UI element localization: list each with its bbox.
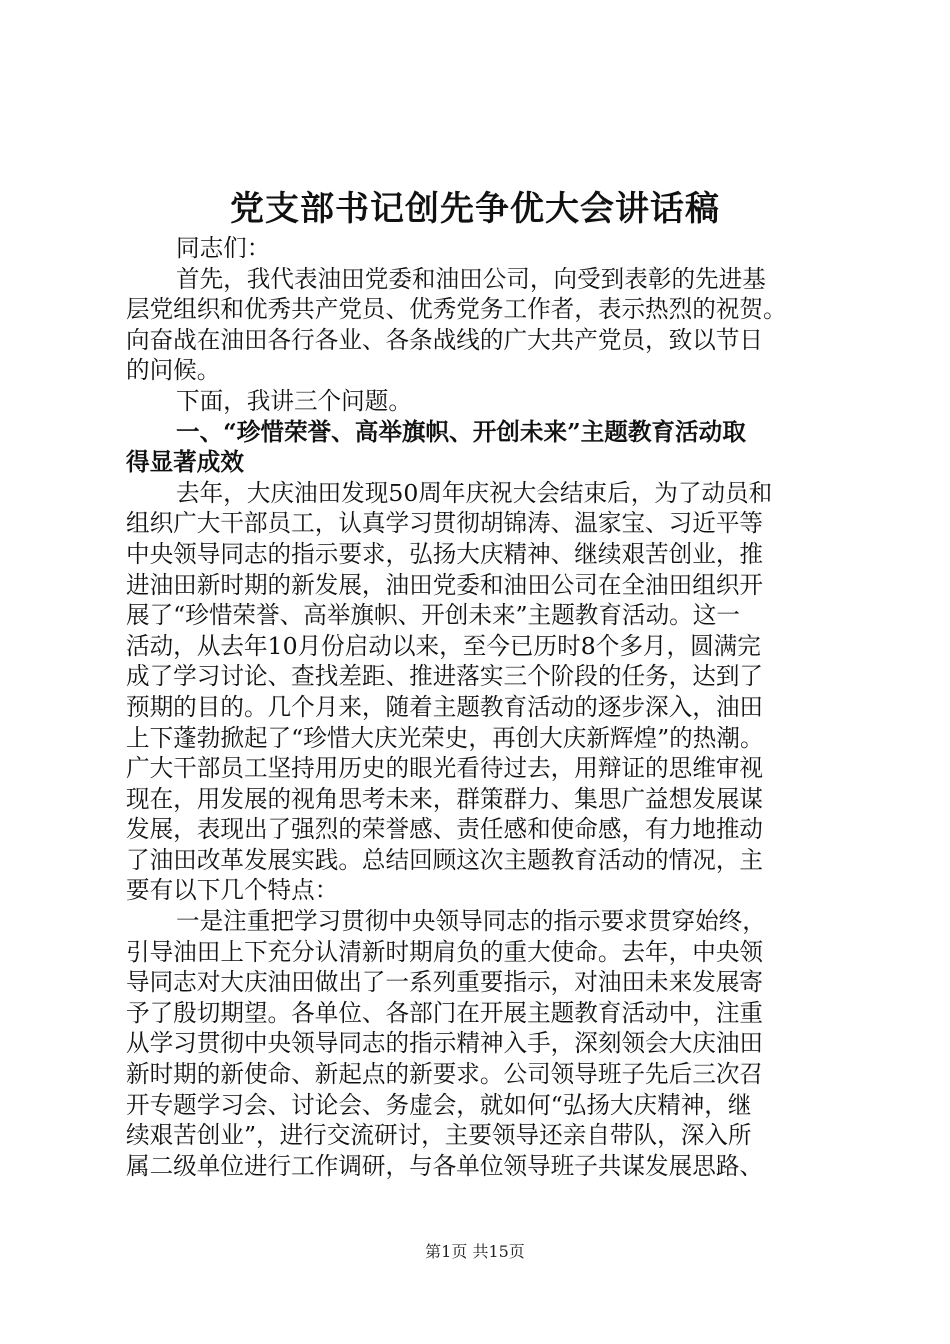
paragraph-line: 进油田新时期的新发展，油田党委和油田公司在全油田组织开	[126, 570, 764, 599]
paragraph-line: 成了学习讨论、查找差距、推进落实三个阶段的任务，达到了	[126, 662, 764, 691]
salutation-line: 同志们：	[176, 234, 271, 262]
document-body	[126, 233, 838, 1181]
paragraph-line: 现在，用发展的视角思考未来，群策群力、集思广益想发展谋	[126, 784, 764, 813]
paragraph-line: 组织广大干部员工，认真学习贯彻胡锦涛、温家宝、习近平等	[126, 509, 764, 538]
paragraph-line: 要有以下几个特点：	[126, 876, 339, 905]
paragraph-line: 开专题学习会、讨论会、务虚会，就如何“弘扬大庆精神，继	[126, 1090, 752, 1119]
section-heading-line: 得显著成效	[126, 448, 244, 477]
paragraph-line: 导同志对大庆油田做出了一系列重要指示，对油田未来发展寄	[126, 968, 764, 997]
paragraph-line: 下面，我讲三个问题。	[176, 386, 412, 415]
paragraph-line: 了油田改革发展实践。总结回顾这次主题教育活动的情况，主	[126, 845, 764, 874]
paragraph-line: 属二级单位进行工作调研，与各单位领导班子共谋发展思路、	[126, 1151, 764, 1180]
paragraph-line: 广大干部员工坚持用历史的眼光看待过去，用辩证的思维审视	[126, 754, 764, 783]
paragraph-line: 续艰苦创业”，进行交流研讨，主要领导还亲自带队，深入所	[126, 1121, 752, 1150]
page-number-footer: 第1页 共15页	[425, 1242, 525, 1261]
paragraph-line: 发展，表现出了强烈的荣誉感、责任感和使命感，有力地推动	[126, 815, 764, 844]
paragraph-line: 预期的目的。几个月来，随着主题教育活动的逐步深入，油田	[126, 692, 764, 721]
paragraph-line: 活动，从去年10月份启动以来，至今已历时8个多月，圆满完	[126, 631, 761, 660]
document-title: 党支部书记创先争优大会讲话稿	[230, 189, 720, 229]
paragraph-line: 的问候。	[126, 356, 221, 385]
paragraph-line: 层党组织和优秀共产党员、优秀党务工作者，表示热烈的祝贺。	[126, 295, 787, 324]
paragraph-line: 上下蓬勃掀起了“珍惜大庆光荣史，再创大庆新辉煌”的热潮。	[126, 723, 764, 752]
paragraph-line: 展了“珍惜荣誉、高举旗帜、开创未来”主题教育活动。这一	[126, 601, 740, 630]
paragraph-line: 新时期的新使命、新起点的新要求。公司领导班子先后三次召	[126, 1060, 764, 1089]
section-heading-line: 一、“珍惜荣誉、高举旗帜、开创未来”主题教育活动取	[176, 417, 746, 446]
paragraph-line: 首先，我代表油田党委和油田公司，向受到表彰的先进基	[176, 264, 766, 293]
paragraph-line: 一是注重把学习贯彻中央领导同志的指示要求贯穿始终，	[176, 907, 766, 936]
paragraph-line: 向奋战在油田各行各业、各条战线的广大共产党员，致以节日	[126, 325, 764, 354]
paragraph-line: 中央领导同志的指示要求，弘扬大庆精神、继续艰苦创业，推	[126, 539, 764, 568]
paragraph-line: 去年，大庆油田发现50周年庆祝大会结束后，为了动员和	[176, 478, 773, 507]
paragraph-line: 从学习贯彻中央领导同志的指示精神入手，深刻领会大庆油田	[126, 1029, 764, 1058]
paragraph-line: 予了殷切期望。各单位、各部门在开展主题教育活动中，注重	[126, 998, 764, 1027]
paragraph-line: 引导油田上下充分认清新时期肩负的重大使命。去年，中央领	[126, 937, 764, 966]
